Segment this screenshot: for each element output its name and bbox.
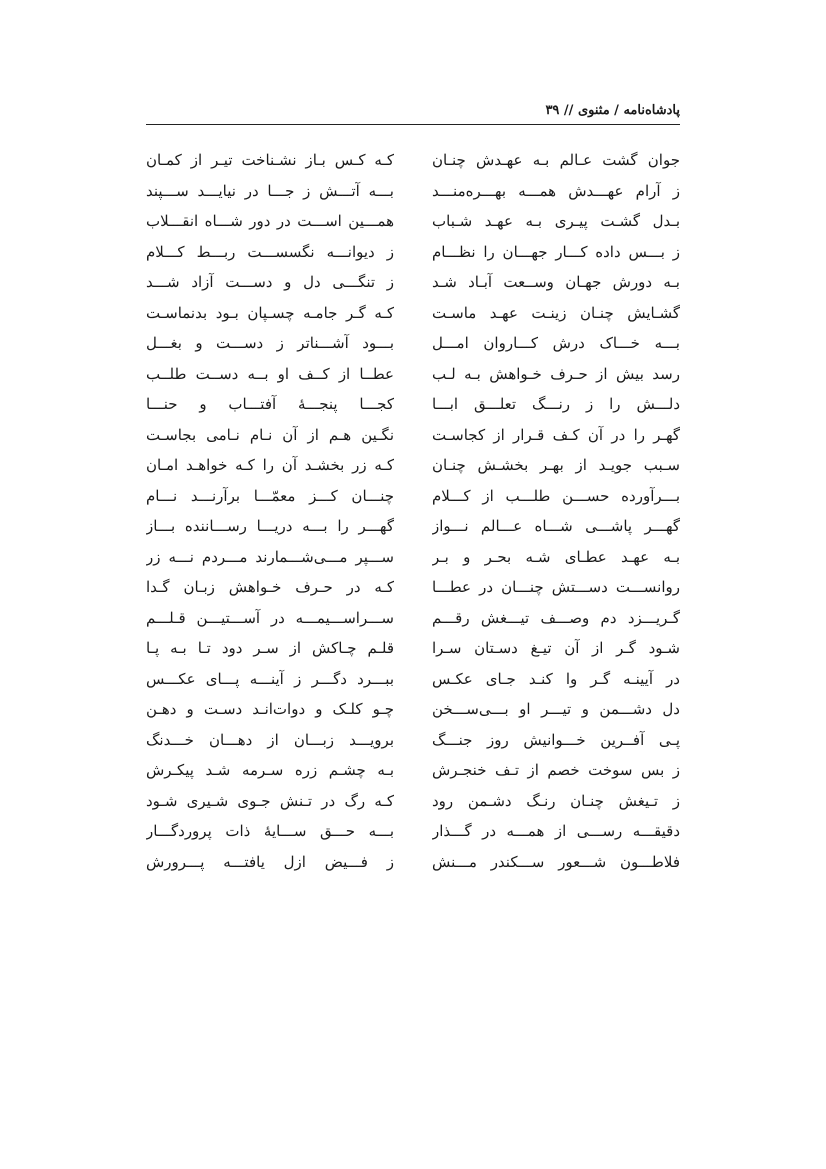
second-hemistich: کـه در حـرف خـواهش زبـان گـدا (146, 578, 394, 596)
first-hemistich: رسد بیش از حـرف خـواهش بـه لـب (432, 364, 680, 383)
first-hemistich: در آیینـه گـر وا کنـد جـای عکـس (432, 669, 680, 688)
couplet (146, 695, 680, 726)
second-hemistich: برویـــد زبـــان از دهـــان خـــدنگ (146, 730, 394, 749)
couplet (146, 390, 680, 421)
second-hemistich: کـه رگ در تـنش جـوی شـیری شـود (146, 791, 394, 810)
couplet (146, 512, 680, 543)
second-hemistich: ســـراســـیمـــه در آســـتیـــن قـلـــم (146, 608, 394, 627)
couplet (146, 329, 680, 360)
couplet (146, 482, 680, 513)
couplet (146, 268, 680, 299)
second-hemistich: کـه زر بخشـد آن را کـه خواهـد امـان (146, 456, 394, 474)
second-hemistich: کـه کـس بـاز نشـناخت تیـر از کمـان (146, 151, 394, 169)
first-hemistich: بـــرآورده حســـن طلـــب از کـــلام (432, 486, 680, 505)
couplet (146, 665, 680, 696)
first-hemistich: بـدل گشـت پیـری بـه عهـد شـباب (432, 212, 680, 230)
poem-body (146, 146, 680, 878)
header-title: پادشاه‌نامه / مثنوی // ۳۹ (545, 103, 680, 118)
couplet (146, 817, 680, 848)
running-header (146, 102, 680, 124)
couplet (146, 756, 680, 787)
second-hemistich: ز دیوانـــه نگسســـت ربـــط کـــلام (146, 242, 394, 261)
first-hemistich: گـریـــزد دم وصـــف تیـــغش رقـــم (432, 608, 680, 627)
second-hemistich: بـــه آتـــش ز جـــا در نیایـــد ســـپند (146, 181, 394, 200)
first-hemistich: ز بـــس داده کـــار جهـــان را نظـــام (432, 242, 680, 261)
first-hemistich: شـود گـر از آن تیـغ دسـتان سـرا (432, 639, 680, 657)
second-hemistich: قلـم چـاکش از سـر دود تـا بـه پـا (146, 639, 394, 657)
first-hemistich: روانســـت دســـتش چنـــان در عطـــا (432, 578, 680, 596)
couplet (146, 543, 680, 574)
couplet (146, 207, 680, 238)
couplet (146, 146, 680, 177)
second-hemistich: ز تنگـــی دل و دســـت آزاد شـــد (146, 273, 394, 291)
second-hemistich: همـــین اســـت در دور شـــاه انقـــلاب (146, 212, 394, 230)
first-hemistich: دل دشـــمن و تیـــر او بـــی‌ســـخن (432, 700, 680, 718)
second-hemistich: بـــه حـــق ســـایهٔ ذات پروردگـــار (146, 822, 394, 840)
first-hemistich: بـــه خـــاک درش کـــاروان امـــل (432, 334, 680, 352)
second-hemistich: ببـــرد دگـــر ز آینـــه پـــای عکـــس (146, 669, 394, 688)
second-hemistich: کجـــا پنجـــهٔ آفتـــاب و حنـــا (146, 395, 394, 413)
first-hemistich: ز تـیغش چنـان رنـگ دشـمن رود (432, 791, 680, 810)
couplet (146, 451, 680, 482)
couplet (146, 360, 680, 391)
couplet (146, 421, 680, 452)
second-hemistich: گهـــر را بـــه دریـــا رســـاننده بـــاز (146, 517, 394, 535)
second-hemistich: عطــا از کــف او بــه دســت طلــب (146, 364, 394, 383)
couplet (146, 573, 680, 604)
second-hemistich: چـو کلـک و دوات‌انـد دسـت و دهـن (146, 700, 394, 718)
first-hemistich: گهـــر پاشـــی شـــاه عـــالم نـــواز (432, 517, 680, 535)
first-hemistich: بـه عهـد عطـای شـه بحـر و بـر (432, 547, 680, 566)
second-hemistich: ز فـــیض ازل یافتـــه پـــرورش (146, 852, 394, 871)
second-hemistich: بـــود آشـــناتر ز دســـت و بغـــل (146, 334, 394, 352)
couplet (146, 726, 680, 757)
couplet (146, 299, 680, 330)
second-hemistich: بـه چشـم زره سـرمه شـد پیکـرش (146, 761, 394, 779)
couplet (146, 848, 680, 879)
first-hemistich: گشـایش چنـان زینـت عهـد ماسـت (432, 303, 680, 322)
first-hemistich: دلـــش را ز رنـــگ تعلـــق ابـــا (432, 395, 680, 413)
second-hemistich: نگـین هـم از آن نـام نـامی بجاسـت (146, 425, 394, 444)
first-hemistich: جوان گشت عـالم بـه عهـدش چنـان (432, 151, 680, 169)
couplet (146, 634, 680, 665)
first-hemistich: ز آرام عهـــدش همـــه بهـــره‌منـــد (432, 181, 680, 200)
couplet (146, 238, 680, 269)
first-hemistich: گهـر را در آن کـف قـرار از کجاسـت (432, 425, 680, 444)
first-hemistich: فلاطـــون شـــعور ســـکندر مـــنش (432, 852, 680, 871)
couplet (146, 787, 680, 818)
first-hemistich: بـه دورش جهـان وســعت آبـاد شـد (432, 273, 680, 291)
second-hemistich: چنـــان کـــز معمّـــا برآرنـــد نـــام (146, 486, 394, 505)
first-hemistich: ز بس سوخت خصم از تـف خنجـرش (432, 761, 680, 779)
second-hemistich: کـه گـر جامـه چسـپان بـود بدنماسـت (146, 303, 394, 322)
couplet (146, 604, 680, 635)
second-hemistich: ســـپر مـــی‌شـــمارند مـــردم نـــه زر (146, 547, 394, 566)
first-hemistich: پـی آفــرین خـــوانیش روز جنـــگ (432, 730, 680, 749)
first-hemistich: دقیقـــه رســـی از همـــه در گـــذار (432, 822, 680, 840)
first-hemistich: سـبب جویـد از بهـر بخشـش چنـان (432, 456, 680, 474)
couplet (146, 177, 680, 208)
header-divider (146, 124, 680, 125)
